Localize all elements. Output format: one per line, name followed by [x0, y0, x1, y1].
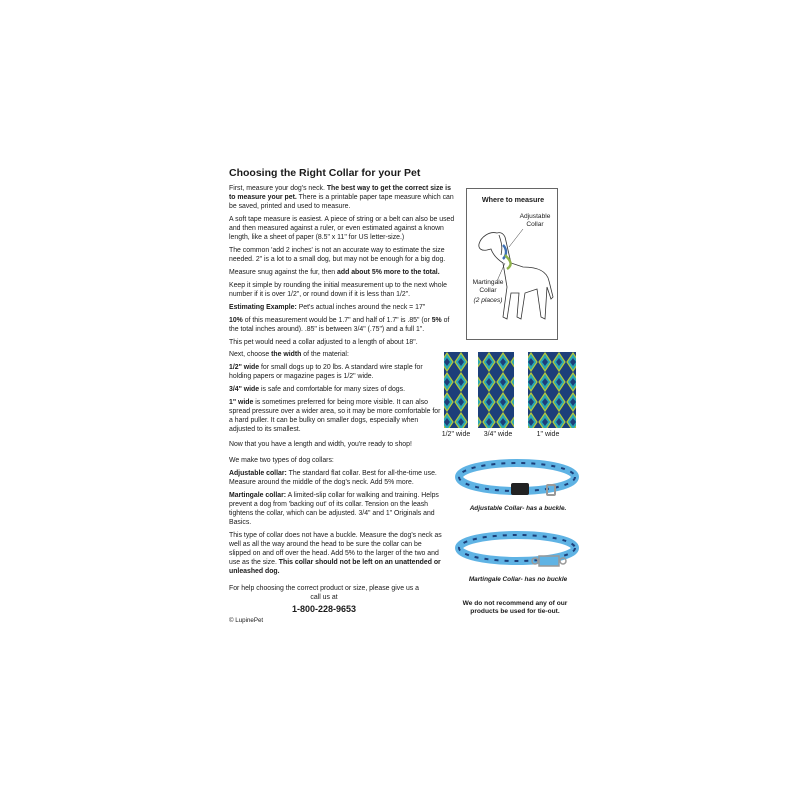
width-p3: 3/4" wide is safe and comfortable for many sizes of dogs. — [229, 386, 405, 394]
types-p2: Adjustable collar: The standard flat collar. Best for all-the-time use. Measure around the middle of the dog's neck. Add 5% more. — [229, 470, 437, 486]
width-p4: 1" wide is sometimes preferred for being more visible. It can also spread pressure over a wider area, so it may be more comfortable for a hard puller. It can be bulky on smaller dogs, especially when adjusted to its smallest. — [229, 399, 441, 433]
diagram-title: Where to measure — [481, 195, 545, 204]
measure-p8: This pet would need a collar adjusted to a length of about 18". — [229, 339, 418, 346]
martingale-caption: Martingale Collar- has no buckle — [468, 576, 568, 583]
measure-p7: 10% of this measurement would be 1.7" and half of 1.7" is .85" (or 5% of the total inches around). .85" is between 3/4" (.75") and a full 1". — [229, 317, 450, 333]
width-p1: Next, choose the width of the material: — [229, 351, 349, 358]
swatch-half-inch — [444, 352, 468, 428]
width-swatches — [440, 352, 580, 430]
martingale-collar-image — [455, 528, 580, 572]
swatch-threequarter-label: 3/4" wide — [483, 431, 513, 438]
swatch-three-quarter-inch — [478, 352, 514, 428]
dog-icon — [467, 189, 559, 341]
types-p4: This type of collar does not have a buckle. Measure the dog's neck as well as all the way around the head to be sure the collar can be slipped on and off over the head. Add 5% to the larger of the two and use as the size. This collar should not be left on an unattended or unleashed dog. — [229, 531, 442, 575]
help-text: For help choosing the correct product or size, please give us a call us at — [229, 585, 419, 601]
martingale-label: Martingale Collar — [472, 279, 504, 294]
measure-p6: Estimating Example: Pet's actual inches around the neck = 17" — [229, 303, 426, 311]
swatch-half-label: 1/2" wide — [441, 431, 471, 438]
swatch-one-inch — [528, 352, 576, 428]
adjustable-collar-image — [455, 455, 580, 503]
places-label: (2 places) — [473, 297, 503, 304]
page-title: Choosing the Right Collar for your Pet — [229, 167, 421, 179]
measure-p5: Keep it simple by rounding the initial measurement up to the next whole number if it is over 1/2", or round down if it is less than 1/2". — [229, 281, 447, 298]
measure-p2: A soft tape measure is easiest. A piece of string or a belt can also be used and then measured against a ruler, or even estimated against a known length, like a sheet of paper (8.5" x 11" for US letter-size.) — [229, 215, 455, 241]
collar-types-section — [229, 457, 444, 581]
adjustable-caption: Adjustable Collar- has a buckle. — [469, 505, 567, 512]
measure-section — [229, 185, 457, 352]
phone-number[interactable]: 1-800-228-9653 — [291, 604, 357, 614]
measure-p1: First, measure your dog's neck. The best way to get the correct size is to measure your pet. There is a printable paper tape measure which can be saved, printed and used to measure. — [229, 185, 454, 210]
measure-p3: The common 'add 2 inches' is not an accurate way to estimate the size needed. 2" is a lot to a small dog, but may not be enough for a big dog. — [229, 246, 446, 263]
width-p2: 1/2" wide for small dogs up to 20 lbs. A standard wire staple for holding papers or magazine pages is 1/2" wide. — [229, 364, 423, 380]
types-p1: We make two types of dog collars: — [229, 457, 334, 464]
copyright: © LupinePet — [229, 617, 264, 624]
tie-out-warning: We do not recommend any of our products be used for tie-out. — [462, 600, 568, 616]
buckle-icon — [511, 483, 529, 495]
adjustable-label: Adjustable Collar — [519, 213, 551, 228]
width-p5: Now that you have a length and width, you're ready to shop! — [229, 440, 412, 448]
measure-p4: Measure snug against the fur, then add about 5% more to the total. — [229, 268, 440, 276]
width-section — [229, 351, 442, 454]
where-to-measure-diagram — [466, 188, 558, 340]
swatch-one-label: 1" wide — [536, 431, 560, 438]
types-p3: Martingale collar: A limited-slip collar for walking and training. Helps prevent a dog from 'backing out' of its collar. Tension on the leash tightens the collar, which can be adjusted. 3/4" and 1" Originals and Basics. — [229, 492, 439, 526]
